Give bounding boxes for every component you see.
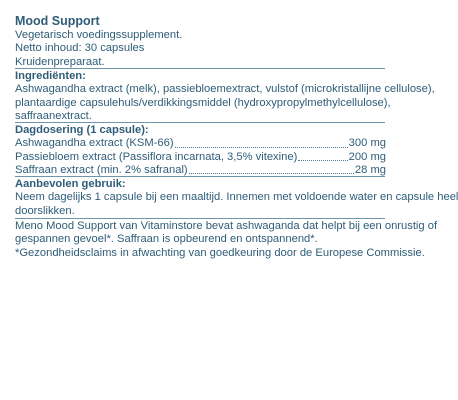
ingredients-block: [15, 70, 435, 123]
ingredients-line: Ashwagandha extract (melk), passiebloemextract, vulstof (microkristallijne cellulose),: [15, 83, 435, 96]
divider: [15, 68, 385, 69]
claims-line: gespannen gevoel*. Saffraan is opbeurend en ontspannend*.: [15, 233, 318, 246]
usage-line: doorslikken.: [15, 204, 75, 217]
claims-line: Meno Mood Support van Vitaminstore bevat ashwaganda dat helpt bij een onrustig of: [15, 220, 438, 232]
divider: [15, 122, 385, 123]
dosage-name: Passiebloem extract (Passiflora incarnata, 3,5% vitexine): [15, 150, 298, 163]
product-type: Vegetarisch voedingssupplement.: [15, 29, 183, 41]
dot-leader: [175, 147, 348, 148]
dosage-name: Ashwagandha extract (KSM-66): [15, 137, 174, 150]
ingredients-heading: Ingrediënten:: [15, 70, 86, 82]
claims-footnote: *Gezondheidsclaims in afwachting van goedkeuring door de Europese Commissie.: [15, 246, 425, 259]
dosage-heading: Dagdosering (1 capsule):: [15, 124, 149, 136]
dosage-row: [15, 137, 386, 150]
usage-heading: Aanbevolen gebruik:: [15, 178, 126, 190]
dosage-amount: 28 mg: [354, 163, 386, 176]
ingredients-line: saffraanextract.: [15, 109, 92, 122]
dosage-name: Saffraan extract (min. 2% safranal): [15, 163, 188, 176]
divider: [15, 176, 385, 177]
dosage-block: [15, 124, 386, 177]
usage-block: [15, 178, 458, 218]
dosage-amount: 200 mg: [348, 150, 386, 163]
product-block: [15, 14, 386, 69]
dot-leader: [298, 160, 347, 161]
claims-block: [15, 220, 438, 260]
dosage-amount: 300 mg: [348, 137, 386, 150]
preparation-type: Kruidenpreparaat.: [15, 55, 105, 68]
dot-leader: [189, 173, 354, 174]
ingredients-line: plantaardige capsulehuls/verdikkingsmiddel (hydroxypropylmethylcellulose),: [15, 96, 391, 109]
usage-line: Neem dagelijks 1 capsule bij een maaltijd. Innemen met voldoende water en capsule heel: [15, 191, 458, 204]
dosage-row: [15, 151, 386, 164]
product-title: Mood Support: [15, 14, 100, 28]
divider: [15, 218, 385, 219]
net-content: Netto inhoud: 30 capsules: [15, 42, 145, 55]
